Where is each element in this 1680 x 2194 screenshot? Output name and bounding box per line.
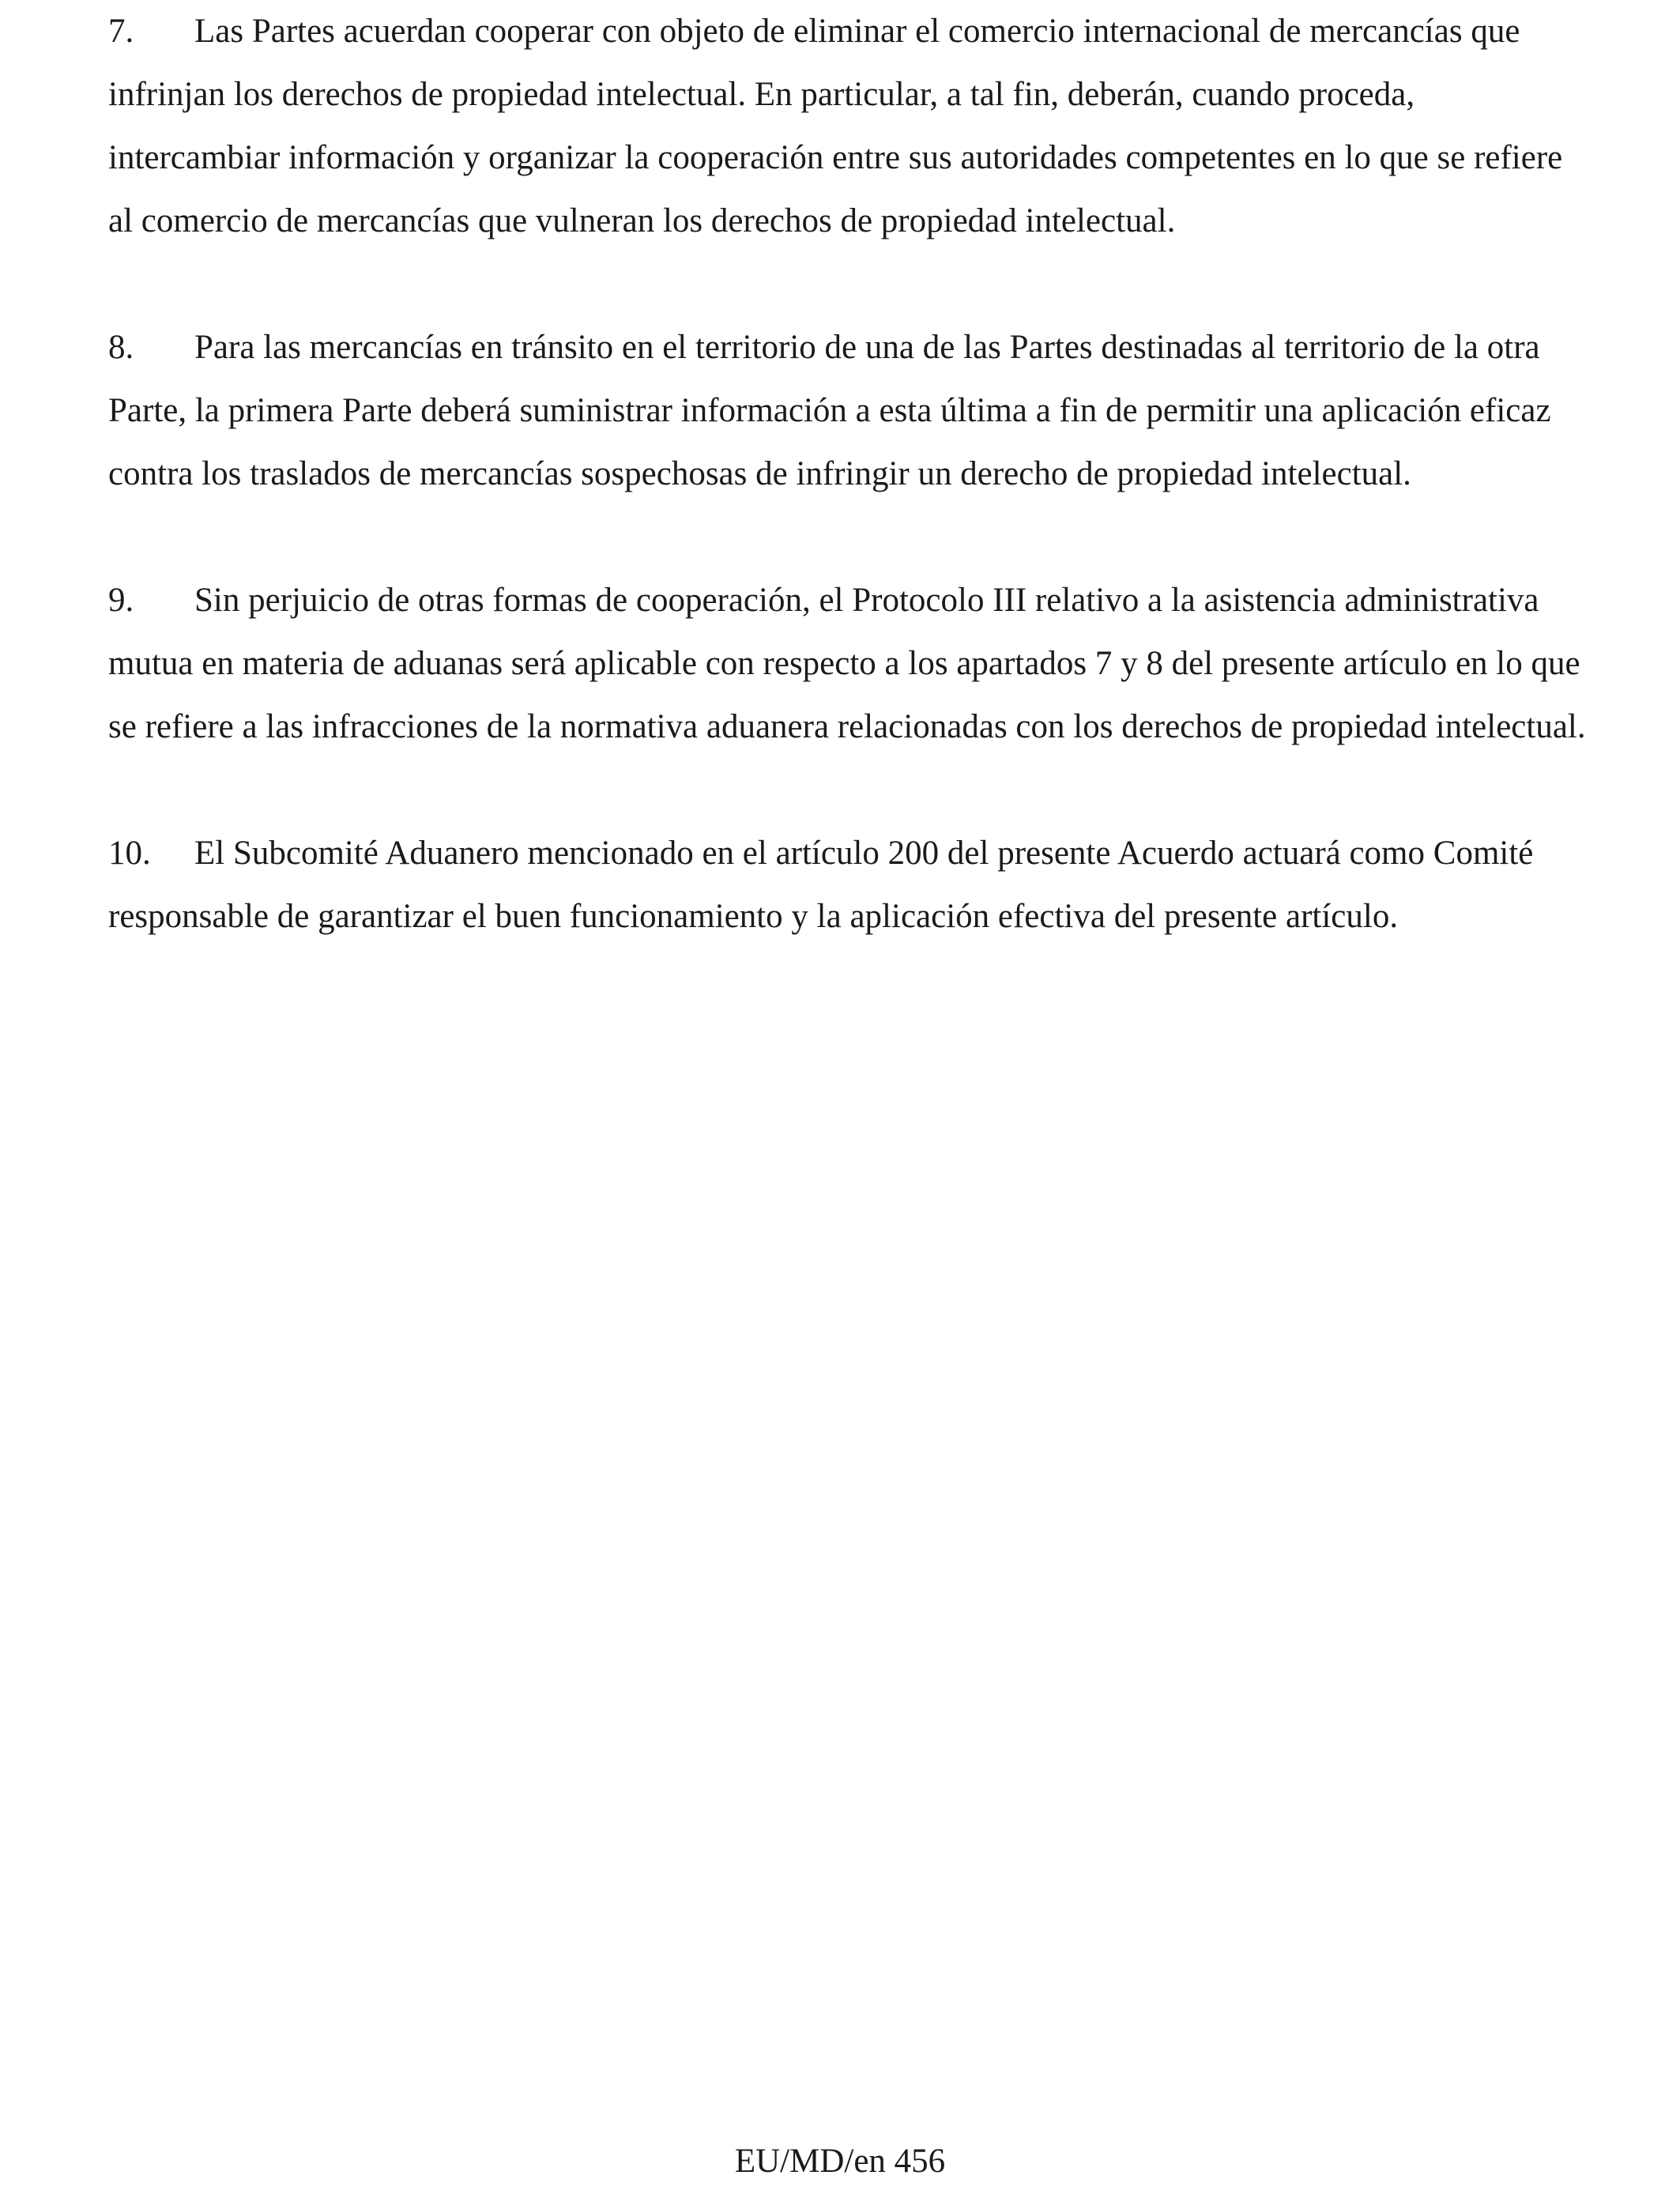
page-reference: EU/MD/en 456 [734, 2143, 946, 2180]
paragraph-9 [108, 569, 1594, 759]
paragraph-text: El Subcomité Aduanero mencionado en el artículo 200 del presente Acuerdo actuará como Comité responsable de garantizar el buen funcionamiento y la aplicación efectiva del presente artículo. [108, 835, 1534, 935]
paragraph-number: 9. [108, 582, 134, 619]
paragraph-number: 10. [108, 835, 151, 872]
paragraph-text: Para las mercancías en tránsito en el territorio de una de las Partes destinadas al territorio de la otra Parte, la primera Parte deberá suministrar información a esta última a fin de permitir una aplicación eficaz contra los traslados de mercancías sospechosas de infringir un derecho de propiedad intelectual. [108, 329, 1551, 492]
paragraph-7 [108, 0, 1594, 253]
paragraph-text: Las Partes acuerdan cooperar con objeto de eliminar el comercio internacional de mercancías que infrinjan los derechos de propiedad intelectual. En particular, a tal fin, deberán, cuando proceda, intercambiar información y organizar la cooperación entre sus autoridades competentes en lo que se refiere al comercio de mercancías que vulneran los derechos de propiedad intelectual. [108, 13, 1563, 239]
paragraph-10 [108, 822, 1594, 948]
paragraph-number: 8. [108, 329, 134, 366]
paragraph-text: Sin perjuicio de otras formas de cooperación, el Protocolo III relativo a la asistencia administrativa mutua en materia de aduanas será aplicable con respecto a los apartados 7 y 8 del presente artículo en lo que se refiere a las infracciones de la normativa aduanera relacionadas con los derechos de propiedad intelectual. [108, 582, 1586, 745]
paragraph-8 [108, 316, 1594, 506]
paragraph-number: 7. [108, 13, 134, 50]
document-body [108, 0, 1594, 1012]
page-footer [0, 2138, 1680, 2185]
